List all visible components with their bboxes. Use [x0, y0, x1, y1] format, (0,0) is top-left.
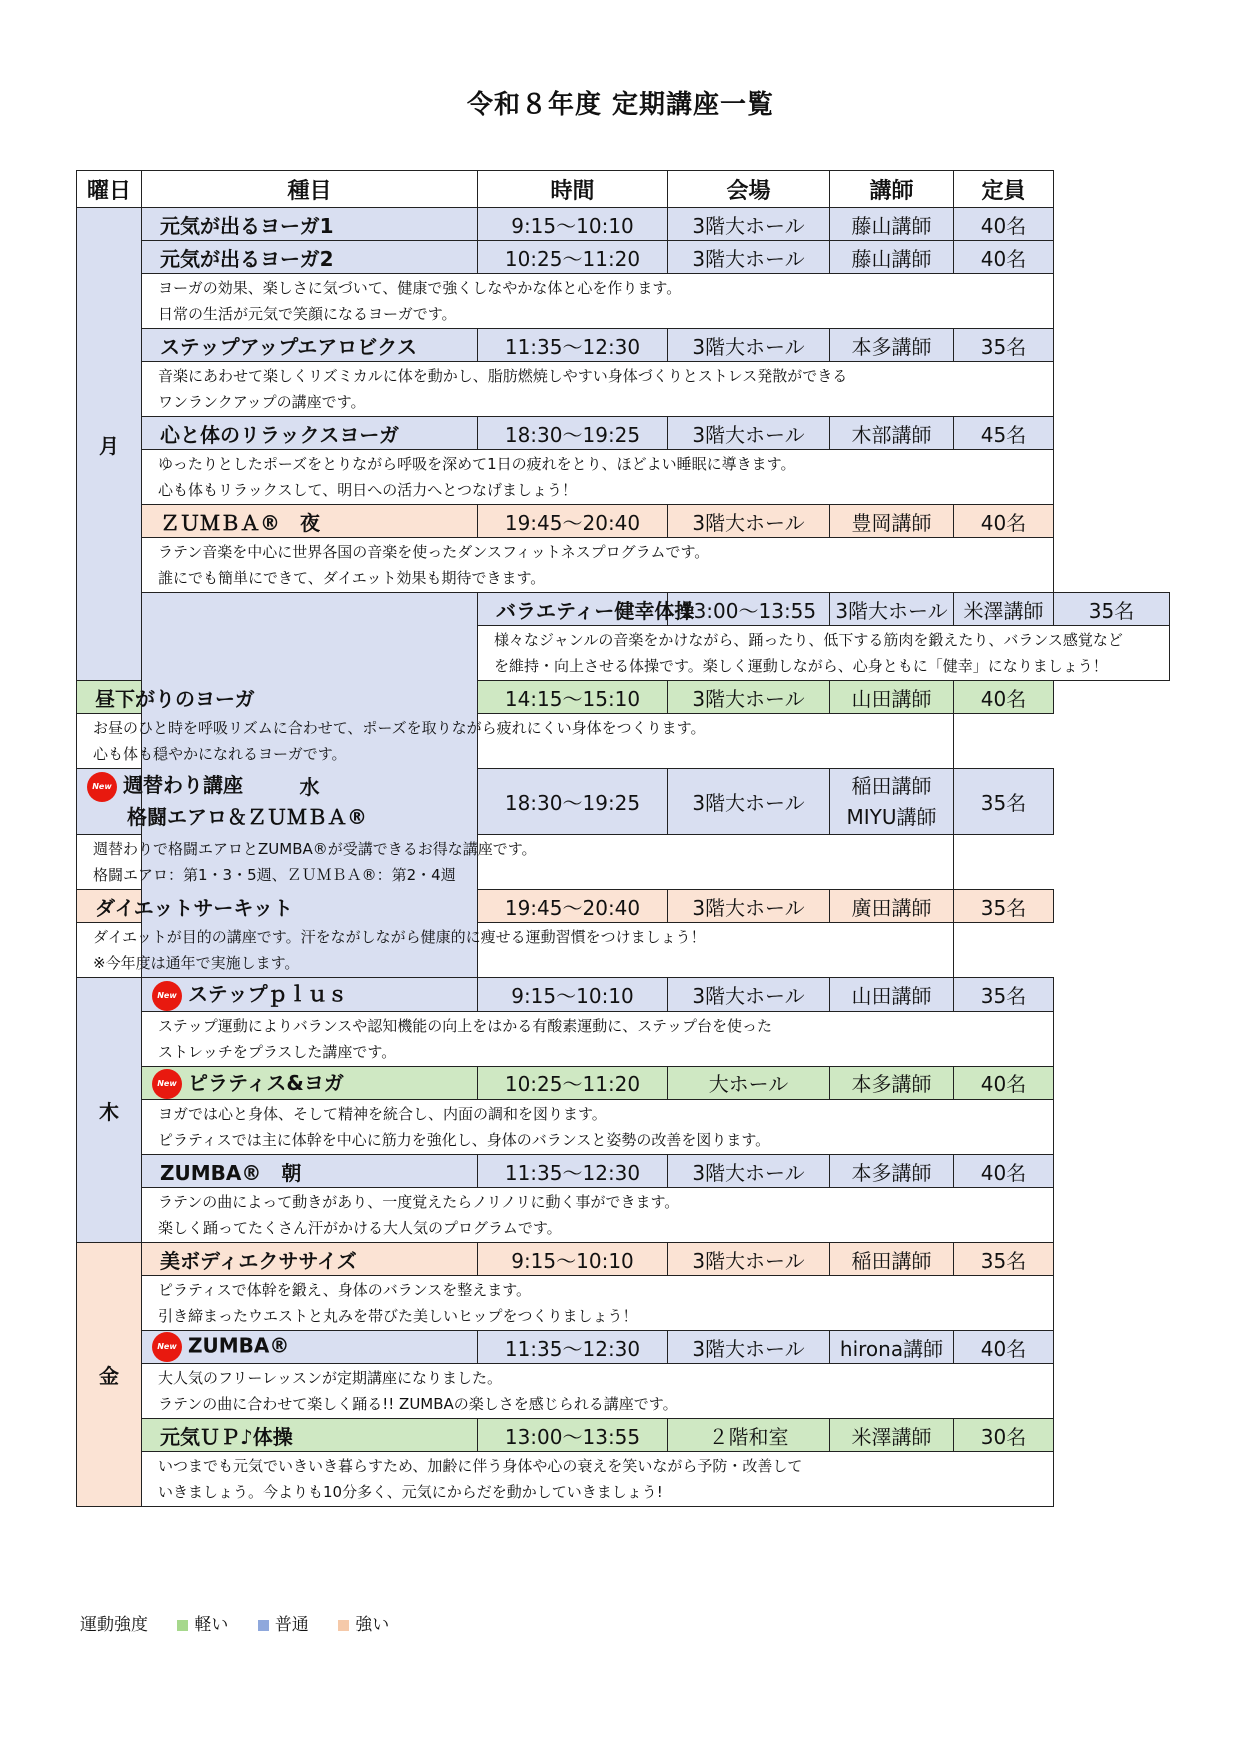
course-row	[77, 1243, 1170, 1276]
course-description	[77, 714, 954, 769]
course-instructor: 米澤講師	[830, 1419, 954, 1452]
course-description	[142, 1276, 1054, 1331]
course-time: 18:30～19:25	[478, 769, 668, 835]
course-time: 9:15～10:10	[478, 1243, 668, 1276]
course-name: ピラティス&ヨガ	[188, 1070, 344, 1095]
course-capacity: 35名	[954, 769, 1054, 835]
course-venue: 3階大ホール	[668, 1243, 830, 1276]
course-description	[478, 626, 1170, 681]
description-line: 大人気のフリーレッスンが定期講座になりました。	[158, 1369, 502, 1387]
course-description	[77, 923, 954, 978]
description-row	[77, 1364, 1170, 1419]
course-instructor: 本多講師	[830, 1155, 954, 1188]
description-line: 楽しく踊ってたくさん汗がかける大人気のプログラムです。	[158, 1219, 562, 1237]
description-line: いきましょう。今よりも10分多く、元気にからだを動かしていきましょう!	[158, 1483, 663, 1501]
new-badge-icon: New	[152, 1332, 182, 1362]
description-line: ラテンの曲に合わせて楽しく踊る!! ZUMBAの楽しさを感じられる講座です。	[158, 1395, 678, 1413]
course-row	[77, 505, 1170, 538]
course-venue: 3階大ホール	[668, 978, 830, 1012]
legend-normal-swatch-icon	[258, 1620, 269, 1631]
description-line: ヨーガの効果、楽しさに気づいて、健康で強くしなやかな体と心を作ります。	[158, 279, 682, 297]
description-row	[77, 1188, 1170, 1243]
course-name: 元気が出るヨーガ2	[142, 241, 478, 274]
course-venue: 3階大ホール	[830, 593, 954, 626]
course-name: 週替わり講座	[123, 773, 243, 798]
new-badge-icon: New	[152, 981, 182, 1011]
course-row	[77, 241, 1170, 274]
course-instructor: 稲田講師	[830, 1243, 954, 1276]
course-venue: 3階大ホール	[668, 417, 830, 450]
course-time: 14:15～15:10	[478, 681, 668, 714]
course-capacity: 35名	[954, 978, 1054, 1012]
course-time: 10:25～11:20	[478, 241, 668, 274]
course-capacity: 30名	[954, 1419, 1054, 1452]
legend-light-swatch-icon	[177, 1620, 188, 1631]
course-venue: 3階大ホール	[668, 329, 830, 362]
course-instructor: 木部講師	[830, 417, 954, 450]
course-description	[142, 538, 1054, 593]
course-name: 美ボディエクササイズ	[142, 1243, 478, 1276]
course-capacity: 35名	[954, 1243, 1054, 1276]
new-badge-icon: New	[87, 772, 117, 802]
course-capacity: 40名	[954, 1066, 1054, 1100]
description-line: ピラティスで体幹を鍛え、身体のバランスを整えます。	[158, 1281, 532, 1299]
course-instructor: 山田講師	[830, 681, 954, 714]
course-description	[142, 362, 1054, 417]
description-row	[77, 1276, 1170, 1331]
description-row	[77, 835, 1170, 890]
description-line: ピラティスでは主に体幹を中心に筋力を強化し、身体のバランスと姿勢の改善を図ります。	[158, 1131, 771, 1149]
description-line: ワンランクアップの講座です。	[158, 393, 366, 411]
page-title: 令和８年度 定期講座一覧	[466, 90, 775, 120]
course-description	[142, 1364, 1054, 1419]
course-name: 元気が出るヨーガ1	[142, 208, 478, 241]
description-line: ヨガでは心と身体、そして精神を統合し、内面の調和を図ります。	[158, 1105, 607, 1123]
description-line: いつまでも元気でいきいき暮らすため、加齢に伴う身体や心の衰えを笑いながら予防・改善して	[158, 1457, 803, 1475]
description-row	[77, 450, 1170, 505]
course-description	[142, 1011, 1054, 1066]
course-row	[77, 1419, 1170, 1452]
course-name: 心と体のリラックスヨーガ	[142, 417, 478, 450]
course-venue: 3階大ホール	[668, 208, 830, 241]
description-line: ラテンの曲によって動きがあり、一度覚えたらノリノリに動く事ができます。	[158, 1193, 680, 1211]
description-line: 日常の生活が元気で笑顔になるヨーガです。	[158, 305, 457, 323]
course-venue: 3階大ホール	[668, 505, 830, 538]
header-time: 時間	[478, 171, 668, 208]
course-instructor: 本多講師	[830, 329, 954, 362]
course-description	[142, 1100, 1054, 1155]
course-venue: 大ホール	[668, 1066, 830, 1100]
day-monday: 月	[77, 208, 142, 681]
course-row	[77, 593, 1170, 626]
day-thursday: 木	[77, 978, 142, 1243]
course-venue: 3階大ホール	[668, 1155, 830, 1188]
course-name: バラエティー健幸体操	[478, 593, 668, 626]
course-description	[142, 1452, 1054, 1507]
legend-normal: 普通	[274, 1615, 309, 1635]
course-instructor: 藤山講師	[830, 208, 954, 241]
course-venue: 3階大ホール	[668, 890, 830, 923]
course-capacity: 40名	[954, 1155, 1054, 1188]
course-description	[142, 274, 1054, 329]
course-venue: 3階大ホール	[668, 769, 830, 835]
description-row	[77, 923, 1170, 978]
course-instructor-cell	[830, 769, 954, 835]
description-line: ダイエットが目的の講座です。汗をながしながら健康的に痩せる運動習慣をつけましょう！	[93, 928, 706, 946]
course-name: 昼下がりのヨーガ	[77, 681, 142, 714]
course-instructor: 豊岡講師	[830, 505, 954, 538]
course-row	[77, 978, 1170, 1012]
description-line: ステップ運動によりバランスや認知機能の向上をはかる有酸素運動に、ステップ台を使った	[158, 1016, 772, 1035]
description-line: 心も体も穏やかになれるヨーガです。	[93, 745, 347, 763]
description-line: を維持・向上させる体操です。楽しく運動しながら、心身ともに「健幸」になりましょう！	[494, 657, 1108, 675]
course-name: ZUMBA®	[188, 1333, 290, 1358]
intensity-legend	[80, 1610, 395, 1635]
course-instructor: 山田講師	[830, 978, 954, 1012]
course-time: 11:35～12:30	[478, 1155, 668, 1188]
course-venue: 3階大ホール	[668, 681, 830, 714]
course-venue: 3階大ホール	[668, 1331, 830, 1364]
course-description	[142, 450, 1054, 505]
description-line: 週替わりで格闘エアロとZUMBA®が受講できるお得な講座です。	[93, 840, 537, 858]
description-row	[77, 538, 1170, 593]
new-badge-icon: New	[152, 1069, 182, 1099]
description-line: ラテン音楽を中心に世界各国の音楽を使ったダンスフィットネスプログラムです。	[158, 543, 710, 561]
course-time: 18:30～19:25	[478, 417, 668, 450]
header-course: 種目	[142, 171, 478, 208]
legend-label: 運動強度	[80, 1615, 148, 1635]
day-wednesday: 水	[142, 593, 478, 978]
course-name: ステップアップエアロビクス	[142, 329, 478, 362]
course-row	[77, 1155, 1170, 1188]
legend-strong-swatch-icon	[338, 1620, 349, 1631]
description-line: 音楽にあわせて楽しくリズミカルに体を動かし、脂肪燃焼しやすい身体づくりとストレス発散ができる	[158, 367, 848, 385]
description-line: 心も体もリラックスして、明日への活力へとつなげましょう！	[158, 481, 577, 499]
course-name: ZUMBA® 朝	[142, 1155, 478, 1188]
course-instructor: 稲田講師	[851, 773, 932, 798]
course-name-cell	[142, 1066, 478, 1100]
course-row	[77, 417, 1170, 450]
description-line: ゆったりとしたポーズをとりながら呼吸を深めて1日の疲れをとり、ほどよい睡眠に導きます。	[158, 455, 796, 473]
description-row	[77, 362, 1170, 417]
course-row	[77, 1066, 1170, 1100]
course-instructor: 藤山講師	[830, 241, 954, 274]
legend-strong: 強い	[355, 1615, 390, 1635]
course-name: 元気ＵＰ♪体操	[142, 1419, 478, 1452]
course-capacity: 45名	[954, 417, 1054, 450]
day-friday: 金	[77, 1243, 142, 1507]
course-row	[77, 329, 1170, 362]
description-line: 格闘エアロ：第1・3・5週、ＺＵＭＢＡ®：第2・4週	[93, 866, 456, 884]
course-description	[142, 1188, 1054, 1243]
course-capacity: 35名	[1054, 593, 1170, 626]
header-row	[77, 171, 1170, 208]
course-time: 9:15～10:10	[478, 978, 668, 1012]
course-instructor: 本多講師	[830, 1066, 954, 1100]
course-capacity: 40名	[954, 681, 1054, 714]
description-line: 様々なジャンルの音楽をかけながら、踊ったり、低下する筋肉を鍛えたり、バランス感覚など	[494, 631, 1123, 649]
header-venue: 会場	[668, 171, 830, 208]
course-instructor: 米澤講師	[954, 593, 1054, 626]
course-capacity: 35名	[954, 890, 1054, 923]
course-capacity: 35名	[954, 329, 1054, 362]
description-row	[77, 714, 1170, 769]
course-time: 13:00～13:55	[668, 593, 830, 626]
course-name-cell	[77, 769, 367, 835]
description-row	[77, 1011, 1170, 1066]
course-name-sub: 格闘エアロ＆ＺＵＭＢＡ®	[127, 804, 367, 829]
description-line: ※今年度は通年で実施します。	[93, 954, 300, 972]
course-name: ダイエットサーキット	[77, 890, 142, 923]
course-time: 11:35～12:30	[478, 329, 668, 362]
header-capacity: 定員	[954, 171, 1054, 208]
course-name: ステップｐｌｕｓ	[188, 982, 348, 1006]
course-capacity: 40名	[954, 505, 1054, 538]
course-instructor: 廣田講師	[830, 890, 954, 923]
header-day: 曜日	[77, 171, 142, 208]
legend-light: 軽い	[194, 1615, 229, 1635]
course-time: 13:00～13:55	[478, 1419, 668, 1452]
course-time: 9:15～10:10	[478, 208, 668, 241]
course-name-cell	[142, 978, 478, 1012]
course-time: 19:45～20:40	[478, 505, 668, 538]
description-line: 誰にでも簡単にできて、ダイエット効果も期待できます。	[158, 569, 546, 587]
course-instructor: hirona講師	[830, 1331, 954, 1364]
course-venue: ２階和室	[668, 1419, 830, 1452]
description-row	[77, 1100, 1170, 1155]
course-name: ＺＵＭＢＡ® 夜	[142, 505, 478, 538]
course-capacity: 40名	[954, 241, 1054, 274]
course-row	[77, 208, 1170, 241]
course-row	[77, 1331, 1170, 1364]
description-row	[77, 274, 1170, 329]
course-time: 19:45～20:40	[478, 890, 668, 923]
course-venue: 3階大ホール	[668, 241, 830, 274]
course-capacity: 40名	[954, 208, 1054, 241]
course-time: 11:35～12:30	[478, 1331, 668, 1364]
description-line: 引き締まったウエストと丸みを帯びた美しいヒップをつくりましょう！	[158, 1307, 638, 1325]
course-instructor-2: MIYU講師	[846, 804, 937, 829]
header-instructor: 講師	[830, 171, 954, 208]
course-time: 10:25～11:20	[478, 1066, 668, 1100]
description-line: お昼のひと時を呼吸リズムに合わせて、ポーズを取りながら疲れにくい身体をつくります。	[93, 719, 706, 737]
course-capacity: 40名	[954, 1331, 1054, 1364]
schedule-table	[76, 170, 1170, 1507]
description-row	[77, 1452, 1170, 1507]
description-line: ストレッチをプラスした講座です。	[158, 1042, 397, 1061]
course-name-cell	[142, 1331, 478, 1364]
course-description	[77, 835, 954, 890]
